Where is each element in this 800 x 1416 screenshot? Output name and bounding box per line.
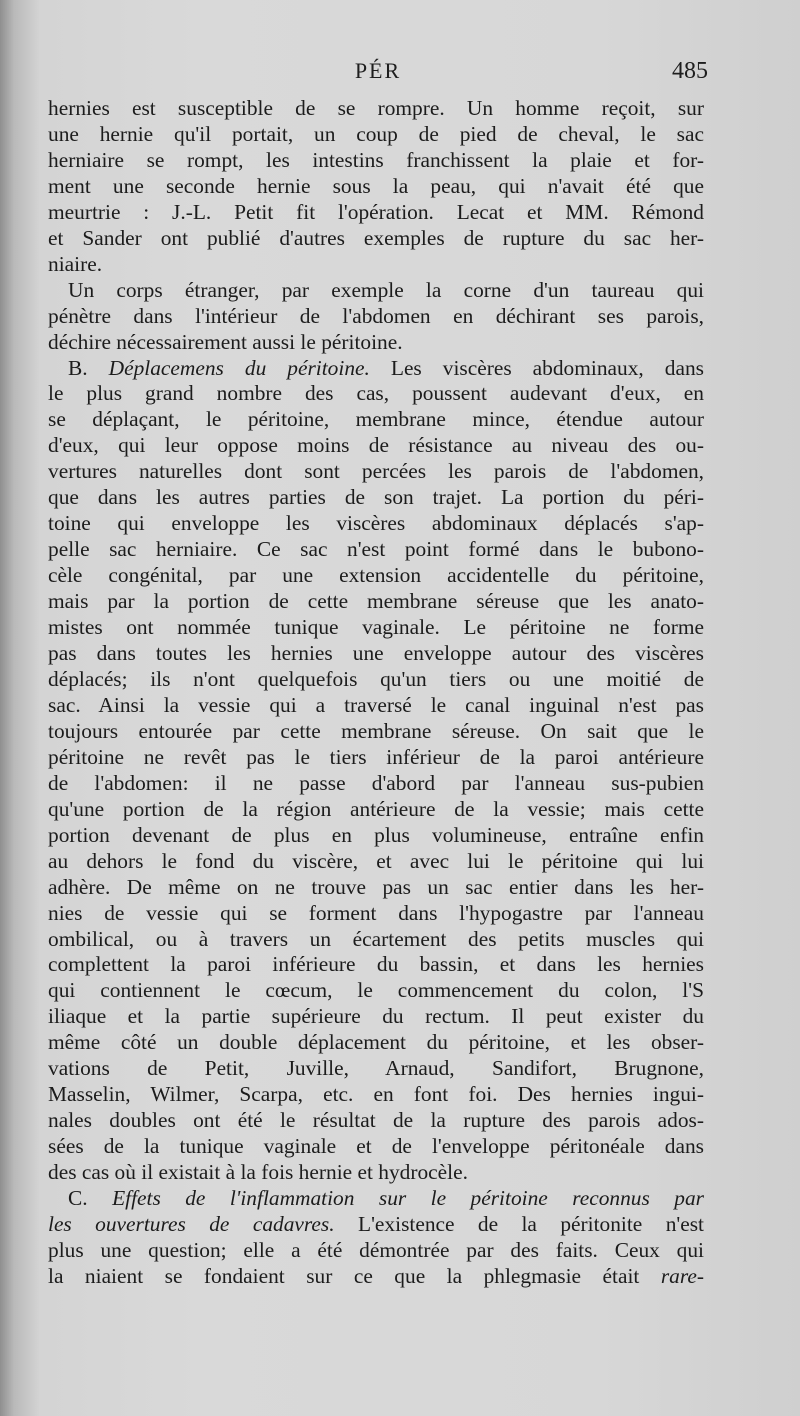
paragraph (48, 278, 704, 356)
text-run: la niaient se fondaient sur ce que la phlegmasie était (48, 1263, 640, 1288)
text-line: toine qui enveloppe les viscères abdominaux déplacés s'ap- (48, 511, 704, 536)
text-line: iliaque et la partie supérieure du rectum. Il peut exister du (48, 1004, 704, 1029)
paragraph (48, 1186, 704, 1290)
text-line: portion devenant de plus en plus volumineuse, entraîne enfin (48, 822, 704, 847)
text-line: qui contiennent le cœcum, le commencement du colon, l'S (48, 978, 704, 1003)
text-line (48, 356, 704, 382)
text-line: et Sander ont publié d'autres exemples de rupture du sac her- (48, 225, 704, 250)
text-line: d'eux, qui leur oppose moins de résistance au niveau des ou- (48, 433, 704, 458)
paragraph (48, 96, 704, 278)
text-line: nales doubles ont été le résultat de la rupture des parois ados- (48, 1108, 704, 1133)
text-line: complettent la paroi inférieure du bassin, et dans les hernies (48, 952, 704, 977)
running-head-title: PÉR (354, 58, 402, 83)
text-line: de l'abdomen: il ne passe d'abord par l'anneau sus-pubien (48, 770, 704, 795)
text-run-italic: rare- (660, 1263, 704, 1288)
text-line: toujours entourée par cette membrane séreuse. On sait que le (48, 718, 704, 743)
paragraph (48, 356, 704, 1187)
text-line: plus une question; elle a été démontrée par des faits. Ceux qui (48, 1237, 704, 1262)
text-line: qu'une portion de la région antérieure de la vessie; mais cette (48, 796, 704, 821)
running-head (48, 58, 708, 90)
section-heading: Effets de l'inflammation sur le péritoine reconnus par (112, 1186, 704, 1211)
text-line: mistes ont nommée tunique vaginale. Le péritoine ne forme (48, 615, 704, 640)
text-line: sac. Ainsi la vessie qui a traversé le canal inguinal n'est pas (48, 692, 704, 717)
text-line: nies de vessie qui se forment dans l'hypogastre par l'anneau (48, 900, 704, 925)
text-line: déplacés; ils n'ont quelquefois qu'un tiers ou une moitié de (48, 666, 704, 691)
text-line: péritoine ne revêt pas le tiers inférieur de la paroi antérieure (48, 744, 704, 769)
text-line: pénètre dans l'intérieur de l'abdomen en déchirant ses parois, (48, 303, 704, 328)
text-line: ombilical, ou à travers un écartement des petits muscles qui (48, 926, 704, 951)
text-line: une hernie qu'il portait, un coup de pied de cheval, le sac (48, 121, 704, 146)
section-heading: Déplacemens du péritoine. (108, 355, 370, 380)
text-line: niaire. (48, 251, 103, 276)
text-line: sées de la tunique vaginale et de l'enveloppe péritonéale dans (48, 1134, 704, 1159)
body-text (48, 96, 704, 1290)
page-number: 485 (672, 58, 708, 84)
text-line: mais par la portion de cette membrane séreuse que les anato- (48, 589, 704, 614)
text-line: même côté un double déplacement du péritoine, et les obser- (48, 1030, 704, 1055)
text-line: vations de Petit, Juville, Arnaud, Sandifort, Brugnone, (48, 1056, 704, 1081)
text-line (48, 1212, 704, 1238)
text-line: vertures naturelles dont sont percées les parois de l'abdomen, (48, 459, 704, 484)
text-line: se déplaçant, le péritoine, membrane mince, étendue autour (48, 407, 704, 432)
text-line: pelle sac herniaire. Ce sac n'est point formé dans le bubono- (48, 537, 704, 562)
text-line: herniaire se rompt, les intestins franchissent la plaie et for- (48, 147, 704, 172)
text-line: Masselin, Wilmer, Scarpa, etc. en font foi. Des hernies ingui- (48, 1082, 704, 1107)
text-line: que dans les autres parties de son trajet. La portion du péri- (48, 485, 704, 510)
text-line: meurtrie : J.-L. Petit fit l'opération. Lecat et MM. Rémond (48, 199, 704, 224)
text-line (48, 1186, 704, 1212)
text-line: pas dans toutes les hernies une enveloppe autour des viscères (48, 641, 704, 666)
text-line (48, 1264, 704, 1290)
text-line: au dehors le fond du viscère, et avec lui le péritoine qui lui (48, 848, 704, 873)
text-line: des cas où il existait à la fois hernie et hydrocèle. (48, 1160, 468, 1185)
section-letter: C. (68, 1186, 88, 1211)
text-line: ment une seconde hernie sous la peau, qui n'avait été que (48, 173, 704, 198)
text-line: Un corps étranger, par exemple la corne d'un taureau qui (68, 277, 704, 302)
section-heading: les ouvertures de cadavres. (48, 1211, 335, 1236)
text-line: adhère. De même on ne trouve pas un sac entier dans les her- (48, 874, 704, 899)
text-run: L'existence de la péritonite n'est (358, 1211, 704, 1236)
text-line: hernies est susceptible de se rompre. Un homme reçoit, sur (48, 96, 704, 120)
text-line: cèle congénital, par une extension accidentelle du péritoine, (48, 563, 704, 588)
text-line: déchire nécessairement aussi le péritoine. (48, 329, 403, 354)
text-line: le plus grand nombre des cas, poussent audevant d'eux, en (48, 381, 704, 406)
text-run: Les viscères abdominaux, dans (390, 355, 704, 380)
section-letter: B. (68, 355, 88, 380)
